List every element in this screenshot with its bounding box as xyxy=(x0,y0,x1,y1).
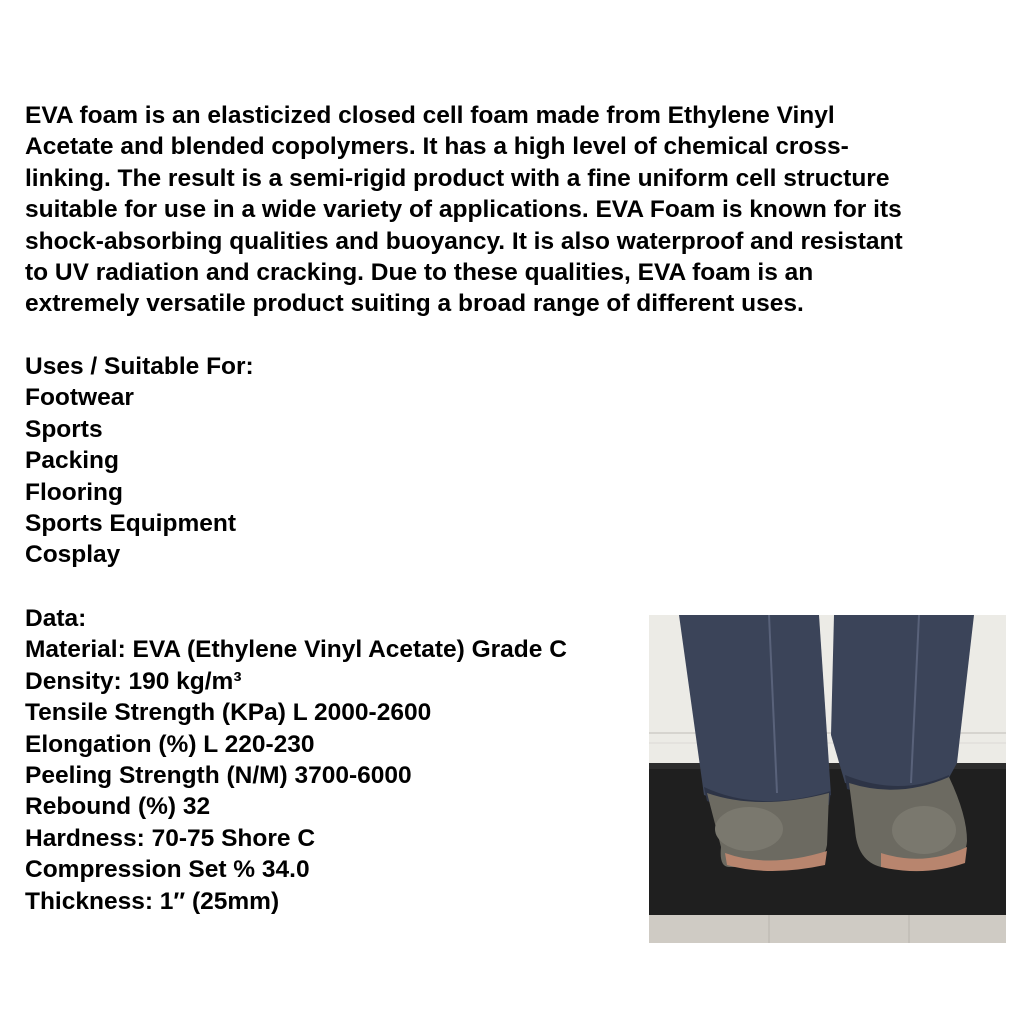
uses-item: Flooring xyxy=(25,478,123,506)
data-item-compression-set: Compression Set % 34.0 xyxy=(25,856,310,884)
photo-floor xyxy=(649,915,1006,943)
intro-line: linking. The result is a semi-rigid product with a fine uniform cell structure xyxy=(25,164,890,192)
photo-jeans-left xyxy=(679,615,831,807)
intro-line: to UV radiation and cracking. Due to these qualities, EVA foam is an xyxy=(25,259,814,287)
intro-line: suitable for use in a wide variety of applications. EVA Foam is known for its xyxy=(25,196,902,224)
intro-line: extremely versatile product suiting a broad range of different uses. xyxy=(25,290,804,318)
uses-heading: Uses / Suitable For: xyxy=(25,353,254,380)
data-item-tensile-strength: Tensile Strength (KPa) L 2000-2600 xyxy=(25,699,432,727)
intro-paragraph xyxy=(25,100,1010,320)
photo-jeans-right xyxy=(831,615,974,791)
data-section xyxy=(25,603,567,917)
intro-line: Acetate and blended copolymers. It has a high level of chemical cross- xyxy=(25,133,849,161)
product-photo xyxy=(649,615,1006,943)
intro-line: shock-absorbing qualities and buoyancy. It is also waterproof and resistant xyxy=(25,227,903,255)
data-item-rebound: Rebound (%) 32 xyxy=(25,793,211,821)
uses-item: Cosplay xyxy=(25,541,121,569)
data-item-peeling-strength: Peeling Strength (N/M) 3700-6000 xyxy=(25,762,412,790)
shoes-on-foam-mat-image xyxy=(649,615,1006,943)
uses-item: Packing xyxy=(25,447,119,475)
data-heading: Data: xyxy=(25,605,87,632)
uses-item: Sports xyxy=(25,415,103,443)
data-item-elongation: Elongation (%) L 220-230 xyxy=(25,730,315,758)
data-item-thickness: Thickness: 1″ (25mm) xyxy=(25,887,280,915)
data-item-hardness: Hardness: 70-75 Shore C xyxy=(25,824,316,852)
intro-line: EVA foam is an elasticized closed cell foam made from Ethylene Vinyl xyxy=(25,102,835,129)
uses-item: Footwear xyxy=(25,384,134,412)
uses-section xyxy=(25,351,254,571)
data-item-density: Density: 190 kg/m³ xyxy=(25,667,242,695)
uses-item: Sports Equipment xyxy=(25,510,236,538)
data-item-material: Material: EVA (Ethylene Vinyl Acetate) Grade C xyxy=(25,636,567,664)
